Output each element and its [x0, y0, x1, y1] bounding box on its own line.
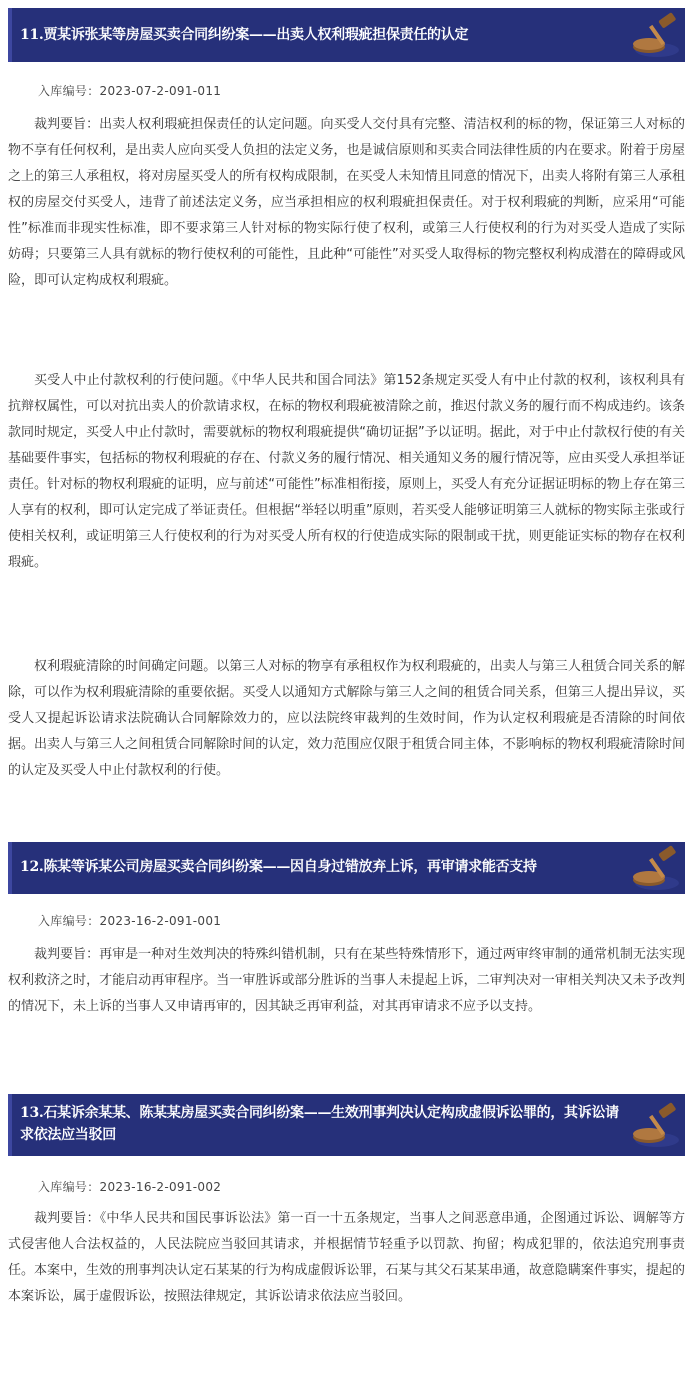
ruling-paragraph: 买受人中止付款权利的行使问题。《中华人民共和国合同法》第152条规定买受人有中止付款的权利，该权利具有抗辩权属性，可以对抗出卖人的价款请求权，在标的物权利瑕疵被清除之前，推迟付款义务的履行而不构成违约。该条款同时规定，买受人中止付款时，需要就标的物权利瑕疵提供“确切证据”予以证明。据此，对于中止付款权行使的有关基础要件事实，包括标的物权利瑕疵的存在、付款义务的履行情况、相关通知义务的履行情况等，应由买受人承担举证责任。针对标的物权利瑕疵的证明，应与前述“可能性”标准相衔接，原则上，买受人有充分证据证明标的物上存在第三人享有的权利，即可认定完成了举证责任。但根据“举轻以明重”原则，若买受人能够证明第三人就标的物实际主张或行使相关权利，或证明第三人行使权利的行为对买受人所有权的行使造成实际的限制或干扰，则更能证实标的物存在权利瑕疵。 [8, 373, 685, 570]
ruling-paragraph: 裁判要旨：出卖人权利瑕疵担保责任的认定问题。向买受人交付具有完整、清洁权利的标的物，保证第三人对标的物不享有任何权利，是出卖人应向买受人负担的法定义务，也是诚信原则和买卖合同法律性质的内在要求。附着于房屋之上的第三人承租权，将对房屋买受人的所有权构成限制，在买受人未知情且同意的情况下，出卖人将附有第三人承租权的房屋交付买受人，违背了前述法定义务，应当承担相应的权利瑕疵担保责任。对于权利瑕疵的判断，应采用“可能性”标准而非现实性标准，即不要求第三人针对标的物实际行使了权利，或第三人行使权利的行为对买受人造成了实际妨碍；只要第三人具有就标的物行使权利的可能性，且此种“可能性”对买受人取得标的物完整权利构成潜在的障碍或风险，即可认定构成权利瑕疵。 [8, 117, 685, 288]
gavel-icon [615, 1094, 685, 1156]
ruling-paragraph: 裁判要旨：《中华人民共和国民事诉讼法》第一百一十五条规定，当事人之间恶意串通，企图通过诉讼、调解等方式侵害他人合法权益的，人民法院应当驳回其请求，并根据情节轻重予以罚款、拘留；构成犯罪的，依法追究刑事责任。本案中，生效的刑事判决认定石某某的行为构成虚假诉讼罪，石某与其父石某某串通，故意隐瞒案件事实，提起的本案诉讼，属于虚假诉讼，按照法律规定，其诉讼请求依法应当驳回。 [8, 1211, 685, 1304]
case-title: 13.石某诉余某某、陈某某房屋买卖合同纠纷案——生效刑事判决认定构成虚假诉讼罪的，其诉讼请求依法应当驳回 [20, 1105, 619, 1143]
archive-number: 入库编号：2023-07-2-091-011 [38, 84, 222, 98]
case-title: 11.贾某诉张某等房屋买卖合同纠纷案——出卖人权利瑕疵担保责任的认定 [20, 27, 469, 43]
ruling-paragraph: 权利瑕疵清除的时间确定问题。以第三人对标的物享有承租权作为权利瑕疵的，出卖人与第三人租赁合同关系的解除，可以作为权利瑕疵清除的重要依据。买受人以通知方式解除与第三人之间的租赁合同关系，但第三人提出异议，买受人又提起诉讼请求法院确认合同解除效力的，应以法院终审裁判的生效时间，作为认定权利瑕疵是否清除的时间依据。出卖人与第三人之间租赁合同解除时间的认定，效力范围应仅限于租赁合同主体，不影响标的物权利瑕疵清除时间的认定及买受人中止付款权利的行使。 [8, 659, 685, 778]
archive-number: 入库编号：2023-16-2-091-002 [38, 1180, 222, 1194]
ruling-paragraph: 裁判要旨：再审是一种对生效判决的特殊纠错机制，只有在某些特殊情形下，通过两审终审制的通常机制无法实现权利救济之时，才能启动再审程序。当一审胜诉或部分胜诉的当事人未提起上诉，二审判决对一审相关判决又未予改判的情况下，未上诉的当事人又申请再审的，因其缺乏再审利益，对其再审请求不应予以支持。 [8, 947, 685, 1014]
case-title-banner [8, 842, 685, 894]
case-title-banner [8, 1094, 685, 1156]
archive-number: 入库编号：2023-16-2-091-001 [38, 914, 222, 928]
gavel-icon [615, 842, 685, 894]
case-title: 12.陈某等诉某公司房屋买卖合同纠纷案——因自身过错放弃上诉，再审请求能否支持 [20, 859, 537, 875]
gavel-icon [615, 8, 685, 62]
case-title-banner [8, 8, 685, 62]
